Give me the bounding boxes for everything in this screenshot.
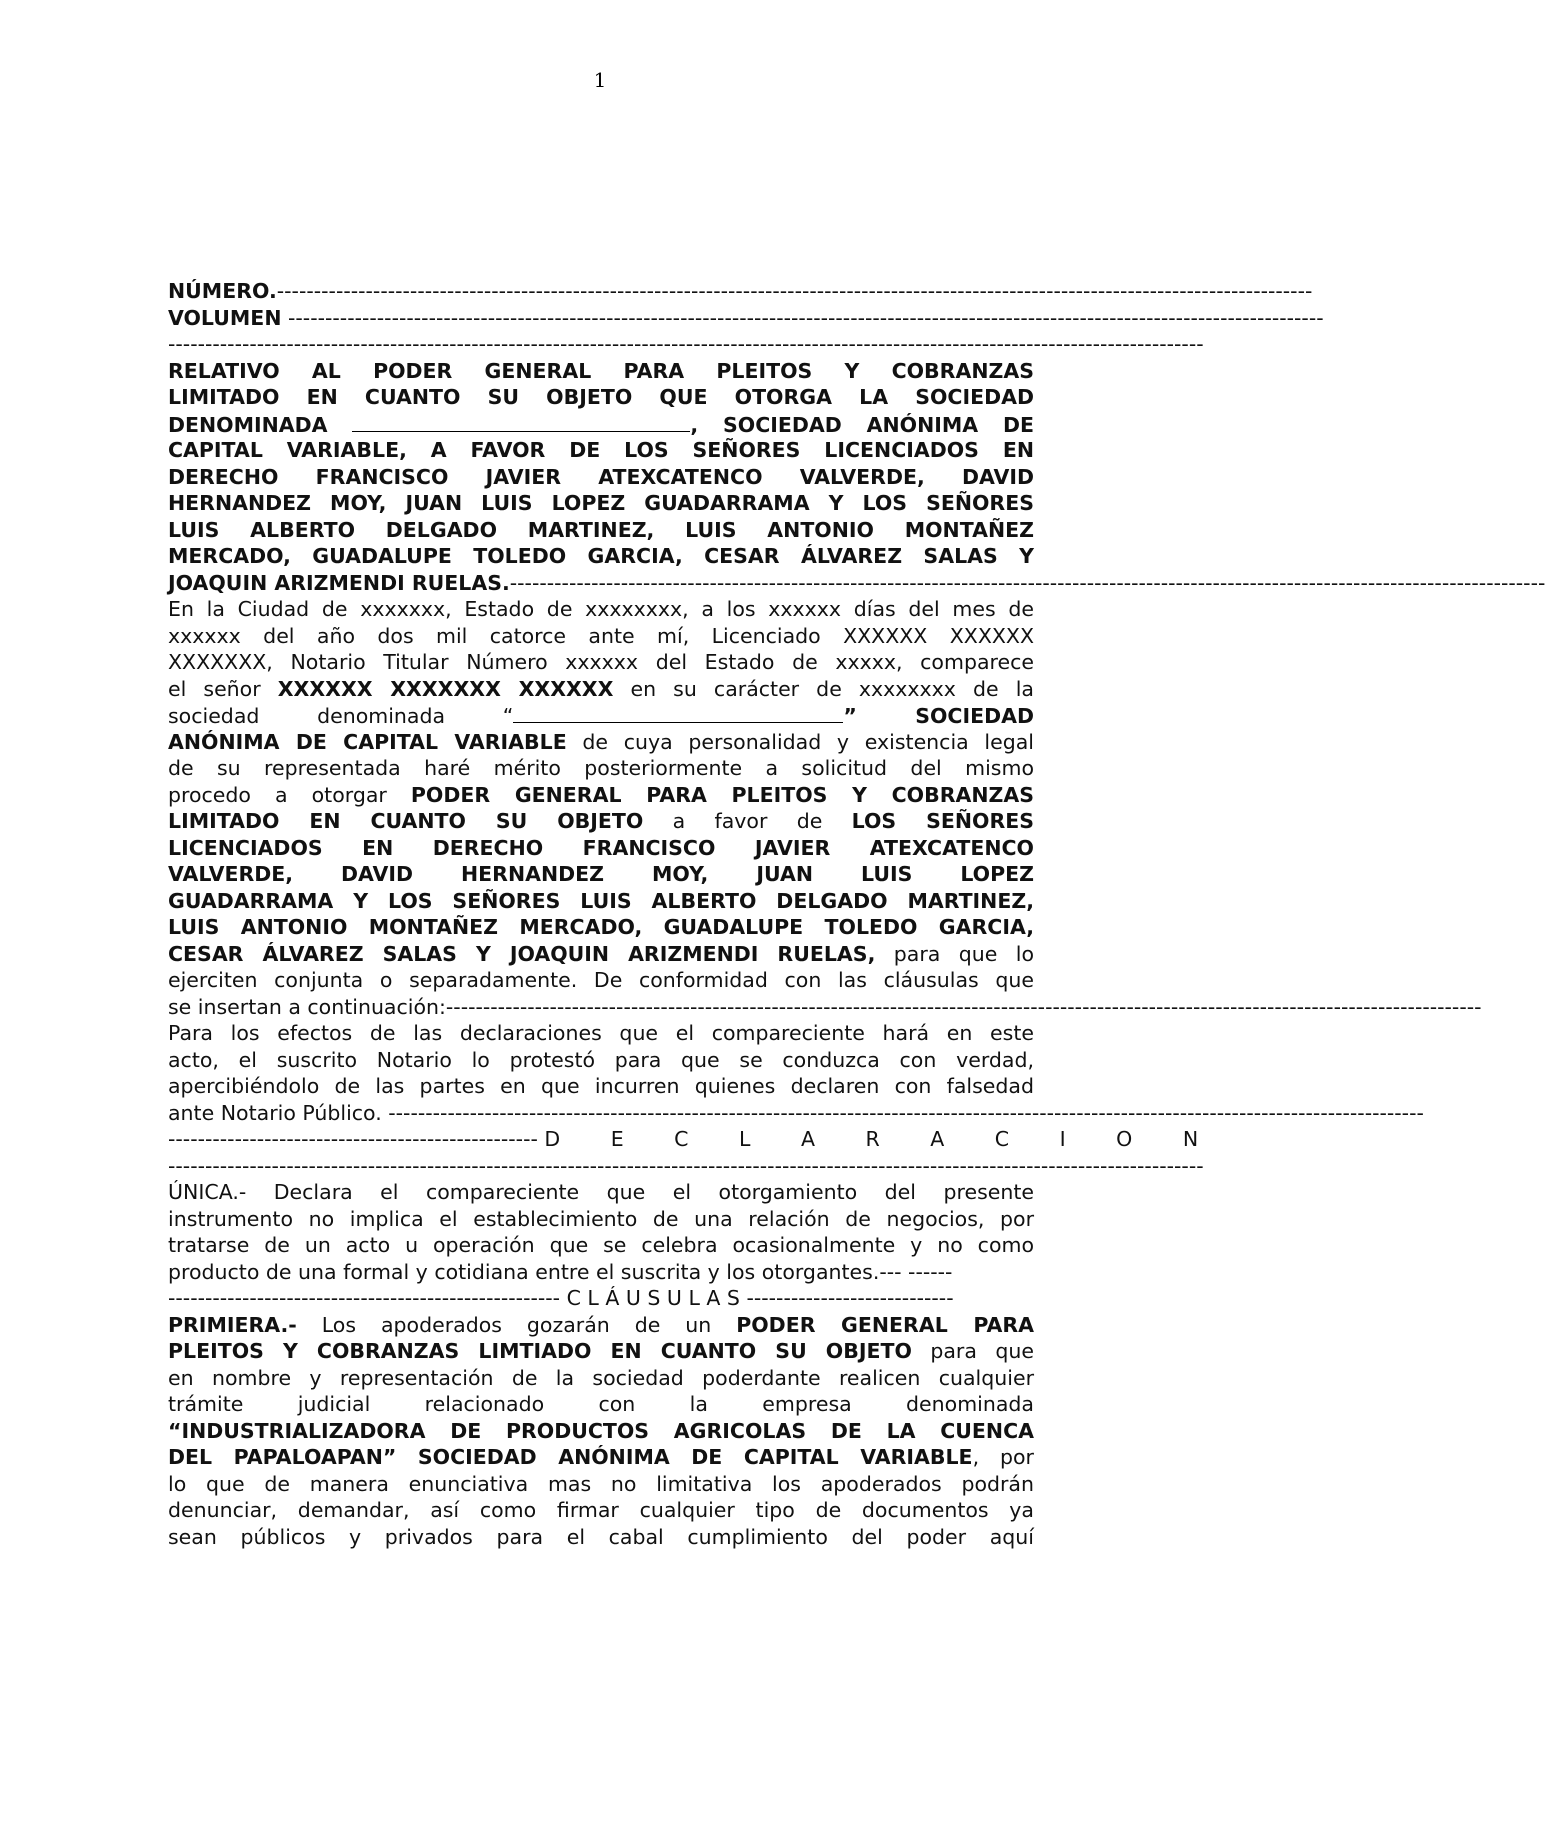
filler-dashes: [277, 279, 1313, 303]
clausulas-heading-line: ----------------------------------------------------- C L Á U S U L A S ----------------------------: [168, 1286, 954, 1310]
company-name-blank: [513, 702, 843, 723]
document-title: RELATIVO AL PODER GENERAL PARA PLEITOS Y COBRANZAS LIMITADO EN CUANTO SU OBJETO QUE OTORGA LA SOCIEDAD DENOMINADA , SOCIEDAD ANÓNIMA DE CAPITAL VARIABLE, A FAVOR DE LOS SEÑORES LICENCIADOS EN DERECHO FRANCISCO JAVIER ATEXCATENCO VALVERDE, DAVID HERNANDEZ MOY, JUAN LUIS LOPEZ GUADARRAMA Y LOS SEÑORES LUIS ALBERTO DELGADO MARTINEZ, LUIS ANTONIO MONTAÑEZ MERCADO, GUADALUPE TOLEDO GARCIA, CESAR ÁLVAREZ SALAS Y JOAQUIN ARIZMENDI RUELAS. -----: [168, 358, 1034, 597]
clausula-primera: PRIMIERA.- Los apoderados gozarán de un PODER GENERAL PARA PLEITOS Y COBRANZAS LIMTIADO EN CUANTO SU OBJETO para que en nombre y representación de la sociedad poderdante realicen cualquier trámite judicial relacionado con la empresa denominada “INDUSTRIALIZADORA DE PRODUCTOS AGRICOLAS DE LA CUENCA DEL PAPALOAPAN” SOCIEDAD ANÓNIMA DE CAPITAL VARIABLE, por lo que de manera enunciativa mas no limitativa los apoderados podrán denunciar, demandar, así como firmar cualquier tipo de documentos ya sean públicos y privados para el cabal cumplimiento del poder aquí: [168, 1312, 1034, 1549]
declaracion-paragraph: ÚNICA.- Declara el compareciente que el otorgamiento del presente instrumento no implica el establecimiento de una relación de negocios, por tratarse de un acto u operación que se celebra ocasionalmente y no como producto de una formal y cotidiana entre el suscrita y los otorgantes.--- ------: [168, 1180, 1034, 1284]
intro-paragraph: En la Ciudad de xxxxxxx, Estado de xxxxxxxx, a los xxxxxx días del mes de xxxxxx del año dos mil catorce ante mí, Licenciado XXXXXX XXXXXX XXXXXXX, Notario Titular Número xxxxxx del Estado de xxxxx, comparece el señor XXXXXX XXXXXXX XXXXXX en su carácter de xxxxxxxx de la sociedad denominada “ ” SOCIEDAD ANÓNIMA DE CAPITAL VARIABLE de cuya personalidad y existencia legal de su representada haré mérito posteriormente a solicitud del mismo procedo a otorgar PODER GENERAL PARA PLEITOS Y COBRANZAS LIMITADO EN CUANTO SU OBJETO a favor de LOS SEÑORES LICENCIADOS EN DERECHO FRANCISCO JAVIER ATEXCATENCO VALVERDE, DAVID HERNANDEZ MOY, JUAN LUIS LOPEZ GUADARRAMA Y LOS SEÑORES LUIS ALBERTO DELGADO MARTINEZ, LUIS ANTONIO MONTAÑEZ MERCADO, GUADALUPE TOLEDO GARCIA, CESAR ÁLVAREZ SALAS Y JOAQUIN ARIZMENDI RUELAS, para que lo ejerciten conjunta o separadamente. De conformidad con las cláusulas que se insertan a continuación: -----: [168, 596, 1034, 1020]
clausulas-heading: C L Á U S U L A S: [566, 1286, 740, 1310]
volumen-label: VOLUMEN: [168, 305, 282, 330]
page-number: 1: [593, 68, 607, 92]
compareciente-name: XXXXXX XXXXXXX XXXXXX: [277, 676, 614, 701]
numero-line: [168, 278, 1034, 305]
declaracion-heading: D E C L A R A C I O N: [544, 1127, 1221, 1151]
filler-dashes: [288, 306, 1324, 330]
declaracion-heading-line: -------------------------------------------------- D E C L A R A C I O N: [168, 1127, 1221, 1151]
document-body: [168, 278, 1221, 1550]
volumen-line: [168, 305, 1034, 332]
company-name-blank: [352, 411, 690, 432]
notice-paragraph: Para los efectos de las declaraciones que el compareciente hará en este acto, el suscrito Notario lo protestó para que se conduzca con verdad, apercibiéndolo de las partes en que incurren quienes declaren con falsedad ante Notario Público. -----: [168, 1020, 1034, 1126]
dash-line: [168, 331, 1034, 358]
numero-label: NÚMERO.: [168, 279, 277, 303]
